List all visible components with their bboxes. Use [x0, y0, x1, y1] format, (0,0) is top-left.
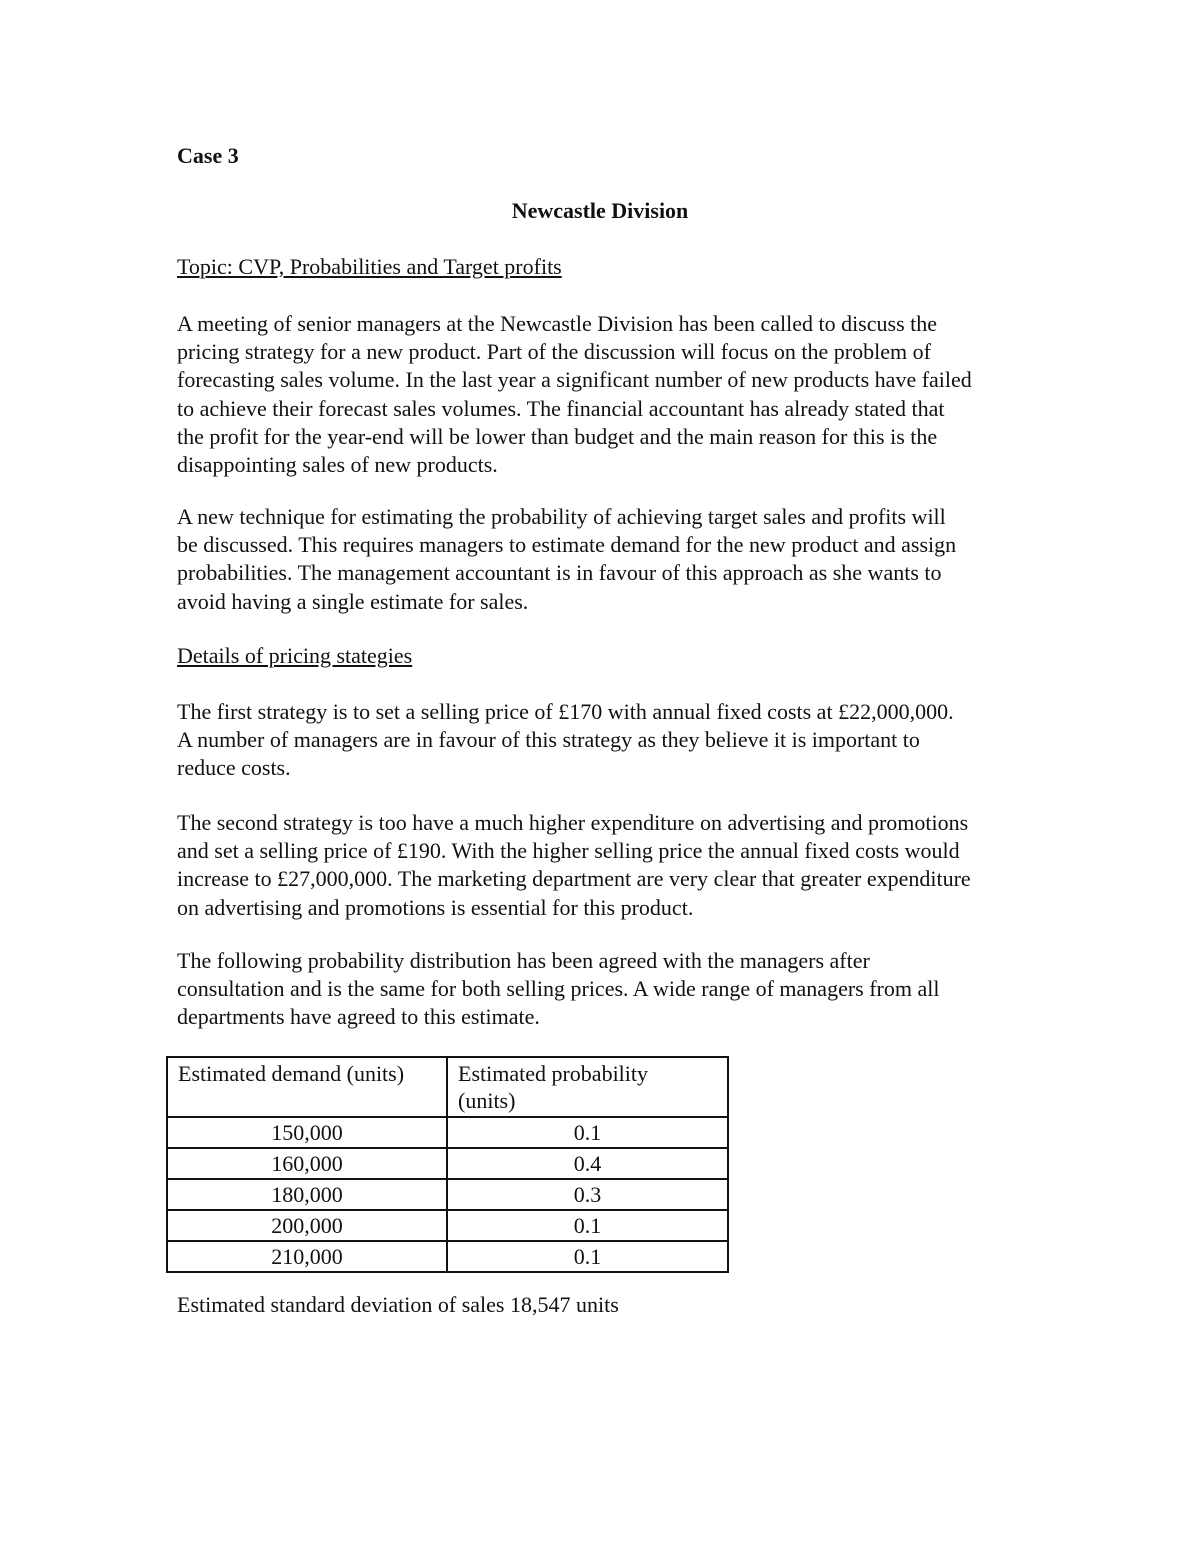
paragraph-line: A meeting of senior managers at the Newcastle Division has been called to discuss the [177, 311, 938, 336]
standard-deviation-line: Estimated standard deviation of sales 18,547 units [177, 1292, 619, 1317]
paragraph-line: forecasting sales volume. In the last year a significant number of new products have failed [177, 367, 972, 393]
document-title: Newcastle Division [511, 198, 689, 223]
paragraph-line: consultation and is the same for both selling prices. A wide range of managers from all [177, 976, 940, 1002]
details-heading: Details of pricing stategies [177, 643, 413, 668]
demand-cell: 160,000 [167, 1148, 447, 1179]
demand-cell: 210,000 [167, 1241, 447, 1272]
header-demand-label: Estimated demand (units) [178, 1061, 405, 1086]
paragraph-line: the profit for the year-end will be lower than budget and the main reason for this is the [177, 423, 938, 449]
paragraph-line: A new technique for estimating the probability of achieving target sales and profits will [177, 504, 946, 529]
paragraph-line: departments have agreed to this estimate. [177, 1004, 540, 1030]
topic-heading: Topic: CVP, Probabilities and Target profits [177, 254, 562, 279]
case-label: Case 3 [177, 143, 239, 168]
table-header-row [167, 1057, 728, 1117]
paragraph-line: on advertising and promotions is essential for this product. [177, 894, 694, 920]
intro-paragraph [177, 310, 1037, 479]
paragraph-line: disappointing sales of new products. [177, 452, 498, 478]
table-row [167, 1241, 728, 1272]
probability-cell: 0.4 [447, 1148, 728, 1179]
paragraph-line: to achieve their forecast sales volumes. The financial accountant has already stated that [177, 395, 945, 421]
paragraph-line: The following probability distribution has been agreed with the managers after [177, 948, 870, 973]
paragraph-line: increase to £27,000,000. The marketing department are very clear that greater expenditure [177, 866, 971, 892]
demand-cell: 150,000 [167, 1117, 447, 1148]
table-row [167, 1148, 728, 1179]
table-row [167, 1117, 728, 1148]
paragraph-line: The second strategy is too have a much higher expenditure on advertising and promotions [177, 810, 969, 835]
header-probability-label-line1: Estimated probability [458, 1061, 649, 1086]
table-row [167, 1179, 728, 1210]
paragraph-line: A number of managers are in favour of this strategy as they believe it is important to [177, 727, 920, 753]
technique-paragraph [177, 503, 1037, 616]
demand-probability-table [166, 1056, 729, 1273]
probability-cell: 0.3 [447, 1179, 728, 1210]
header-demand-cell [167, 1057, 447, 1117]
demand-cell: 200,000 [167, 1210, 447, 1241]
probability-cell: 0.1 [447, 1241, 728, 1272]
paragraph-line: pricing strategy for a new product. Part of the discussion will focus on the problem of [177, 339, 931, 365]
strategy2-paragraph [177, 809, 1037, 922]
probability-cell: 0.1 [447, 1210, 728, 1241]
header-probability-label-line2: (units) [458, 1088, 516, 1113]
strategy1-paragraph [177, 698, 1037, 783]
probability-cell: 0.1 [447, 1117, 728, 1148]
table-row [167, 1210, 728, 1241]
distribution-paragraph [177, 947, 1037, 1032]
paragraph-line: avoid having a single estimate for sales. [177, 588, 529, 614]
paragraph-line: The first strategy is to set a selling price of £170 with annual fixed costs at £22,000,000. [177, 699, 954, 724]
header-probability-cell [447, 1057, 728, 1117]
paragraph-line: reduce costs. [177, 755, 291, 781]
paragraph-line: probabilities. The management accountant is in favour of this approach as she wants to [177, 560, 942, 586]
paragraph-line: and set a selling price of £190. With the higher selling price the annual fixed costs would [177, 838, 960, 864]
demand-cell: 180,000 [167, 1179, 447, 1210]
paragraph-line: be discussed. This requires managers to estimate demand for the new product and assign [177, 532, 957, 558]
